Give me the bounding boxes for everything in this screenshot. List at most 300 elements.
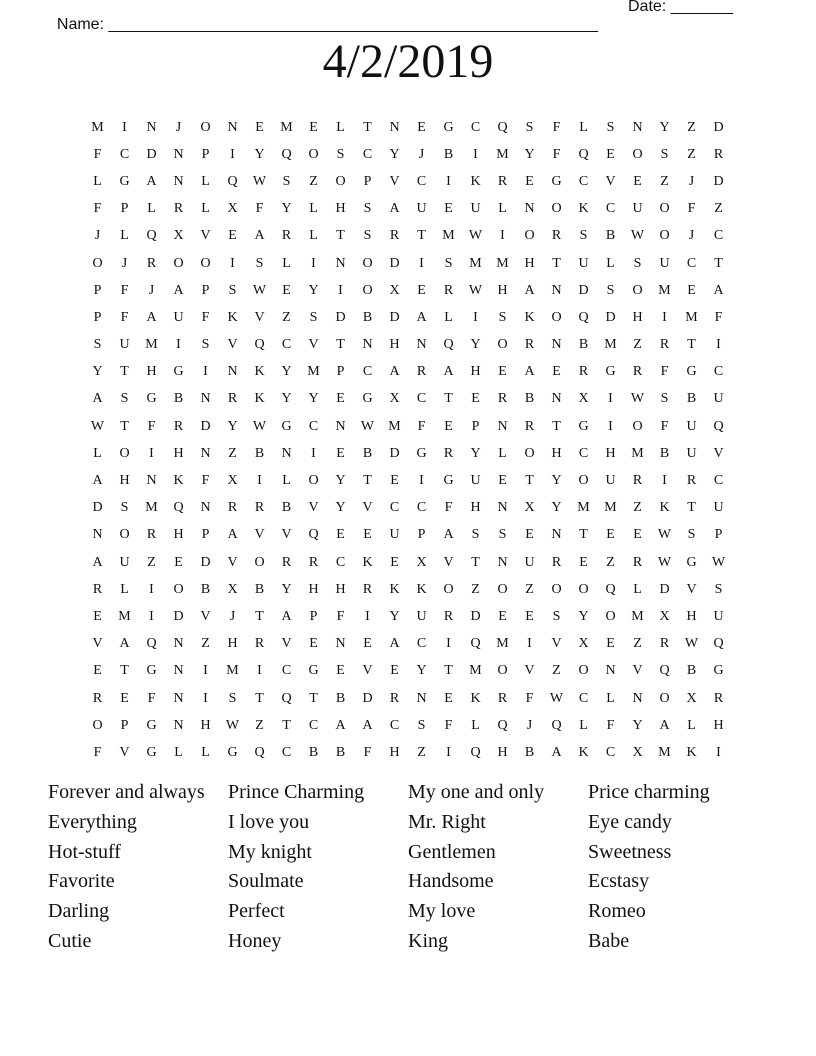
grid-letter: I (311, 255, 316, 271)
grid-letter: I (203, 690, 208, 706)
grid-letter: M (496, 146, 509, 162)
grid-letter: P (201, 282, 210, 298)
grid-letter: N (335, 418, 346, 434)
grid-letter: B (308, 744, 319, 760)
grid-letter: E (525, 527, 534, 543)
grid-letter: I (473, 309, 478, 325)
grid-letter: W (252, 173, 267, 189)
grid-letter: V (200, 608, 211, 624)
grid-letter: Y (416, 663, 427, 679)
grid-letter: J (148, 282, 155, 298)
grid-letter: A (92, 473, 103, 489)
grid-letter: R (632, 554, 643, 570)
grid-letter: X (524, 500, 535, 516)
grid-letter: B (605, 228, 616, 244)
grid-letter: R (92, 690, 103, 706)
grid-letter: M (388, 418, 401, 434)
grid-letter: E (525, 608, 534, 624)
grid-letter: I (446, 744, 451, 760)
word-list-item: My love (408, 900, 476, 923)
grid-letter: F (120, 309, 129, 325)
grid-letter: Z (255, 717, 264, 733)
grid-letter: T (336, 337, 345, 353)
grid-letter: G (146, 663, 157, 679)
grid-letter: I (230, 255, 235, 271)
grid-letter: G (443, 473, 454, 489)
grid-letter: L (309, 201, 318, 217)
grid-letter: S (498, 527, 507, 543)
grid-letter: I (311, 445, 316, 461)
grid-letter: O (119, 527, 130, 543)
grid-letter: P (201, 146, 210, 162)
date-field-label: Date: _______ (628, 0, 733, 15)
grid-row (84, 413, 732, 440)
grid-letter: H (146, 364, 157, 380)
word-list-item: Handsome (408, 870, 494, 893)
grid-letter: L (579, 717, 588, 733)
grid-letter: N (146, 473, 157, 489)
grid-letter: G (227, 744, 238, 760)
grid-letter: I (716, 337, 721, 353)
grid-letter: C (389, 717, 400, 733)
grid-letter: I (608, 391, 613, 407)
grid-letter: K (578, 201, 589, 217)
grid-letter: Z (228, 445, 237, 461)
grid-letter: S (363, 201, 372, 217)
grid-row (84, 223, 732, 250)
grid-letter: Z (309, 173, 318, 189)
grid-letter: T (525, 473, 534, 489)
grid-row (84, 196, 732, 223)
grid-letter: E (336, 527, 345, 543)
grid-letter: I (149, 445, 154, 461)
grid-letter: L (606, 255, 615, 271)
grid-letter: T (444, 663, 453, 679)
grid-letter: E (498, 364, 507, 380)
name-field-label: Name: _______________________________________________________ (56, 16, 598, 33)
grid-letter: I (527, 636, 532, 652)
grid-letter: Q (605, 581, 616, 597)
grid-letter: I (419, 473, 424, 489)
grid-letter: X (227, 201, 238, 217)
grid-letter: E (390, 473, 399, 489)
grid-letter: B (200, 581, 211, 597)
grid-row (84, 141, 732, 168)
grid-letter: K (470, 173, 481, 189)
grid-letter: C (605, 744, 616, 760)
grid-letter: R (524, 337, 535, 353)
grid-letter: G (686, 364, 697, 380)
grid-letter: W (225, 717, 240, 733)
grid-letter: D (389, 445, 400, 461)
grid-letter: T (363, 473, 372, 489)
grid-letter: R (659, 337, 670, 353)
grid-letter: E (687, 282, 696, 298)
grid-letter: X (227, 473, 238, 489)
grid-letter: Y (389, 146, 400, 162)
grid-letter: E (336, 663, 345, 679)
grid-letter: V (254, 309, 265, 325)
grid-letter: Y (92, 364, 103, 380)
grid-letter: C (470, 119, 481, 135)
grid-letter: H (335, 201, 346, 217)
grid-letter: E (228, 228, 237, 244)
grid-letter: H (173, 527, 184, 543)
grid-letter: Y (551, 500, 562, 516)
grid-letter: E (444, 201, 453, 217)
grid-letter: C (362, 364, 373, 380)
grid-letter: F (606, 717, 615, 733)
grid-letter: Q (578, 309, 589, 325)
grid-row (84, 495, 732, 522)
grid-letter: E (282, 282, 291, 298)
grid-letter: G (686, 554, 697, 570)
grid-letter: H (524, 255, 535, 271)
grid-letter: O (578, 581, 589, 597)
grid-letter: K (416, 581, 427, 597)
grid-letter: K (686, 744, 697, 760)
grid-letter: P (93, 282, 102, 298)
grid-letter: E (606, 146, 615, 162)
grid-letter: A (146, 309, 157, 325)
grid-letter: V (443, 554, 454, 570)
grid-letter: R (551, 228, 562, 244)
grid-letter: N (605, 663, 616, 679)
grid-letter: F (552, 119, 561, 135)
grid-letter: I (338, 282, 343, 298)
grid-letter: T (714, 255, 723, 271)
grid-row (84, 685, 732, 712)
grid-letter: I (176, 337, 181, 353)
grid-letter: Q (713, 636, 724, 652)
grid-letter: H (551, 445, 562, 461)
grid-letter: O (200, 119, 211, 135)
grid-letter: W (711, 554, 726, 570)
grid-letter: C (416, 500, 427, 516)
grid-letter: C (281, 337, 292, 353)
grid-letter: O (632, 282, 643, 298)
grid-letter: I (149, 581, 154, 597)
grid-letter: C (713, 228, 724, 244)
grid-letter: Q (254, 744, 265, 760)
grid-letter: H (605, 445, 616, 461)
grid-letter: K (254, 364, 265, 380)
grid-letter: J (175, 119, 182, 135)
grid-letter: L (336, 119, 345, 135)
grid-letter: W (468, 228, 483, 244)
grid-letter: B (281, 500, 292, 516)
grid-letter: I (122, 119, 127, 135)
grid-letter: N (524, 201, 535, 217)
grid-letter: Y (281, 391, 292, 407)
grid-letter: R (254, 636, 265, 652)
grid-letter: J (526, 717, 533, 733)
grid-letter: M (91, 119, 104, 135)
word-list-item: My one and only (408, 781, 545, 803)
grid-letter: Y (335, 473, 346, 489)
grid-letter: U (416, 608, 427, 624)
grid-letter: S (444, 255, 453, 271)
grid-letter: I (446, 173, 451, 189)
grid-letter: B (659, 445, 670, 461)
grid-letter: V (686, 581, 697, 597)
grid-letter: N (173, 690, 184, 706)
grid-row (84, 631, 732, 658)
grid-letter: N (632, 690, 643, 706)
grid-letter: L (579, 119, 588, 135)
grid-letter: K (362, 554, 373, 570)
word-list-item: I love you (228, 810, 310, 833)
grid-letter: M (307, 364, 320, 380)
grid-letter: X (389, 391, 400, 407)
grid-letter: P (417, 527, 426, 543)
grid-letter: C (416, 391, 427, 407)
grid-letter: B (254, 445, 265, 461)
grid-letter: T (255, 690, 264, 706)
grid-letter: E (606, 636, 615, 652)
word-list-item: Romeo (588, 900, 646, 923)
grid-letter: L (282, 473, 291, 489)
grid-letter: L (633, 581, 642, 597)
grid-letter: S (714, 581, 723, 597)
grid-letter: C (335, 554, 346, 570)
grid-letter: Y (227, 418, 238, 434)
grid-letter: F (201, 473, 210, 489)
grid-letter: A (254, 228, 265, 244)
grid-letter: L (93, 445, 102, 461)
grid-letter: A (335, 717, 346, 733)
grid-letter: V (254, 527, 265, 543)
grid-letter: J (229, 608, 236, 624)
grid-letter: R (443, 445, 454, 461)
grid-letter: W (684, 636, 699, 652)
grid-row (84, 576, 732, 603)
grid-letter: Z (201, 636, 210, 652)
grid-letter: O (632, 418, 643, 434)
grid-letter: E (309, 636, 318, 652)
grid-row (84, 386, 732, 413)
grid-row (84, 359, 732, 386)
grid-letter: L (120, 581, 129, 597)
grid-letter: E (498, 473, 507, 489)
grid-letter: X (578, 636, 589, 652)
grid-letter: X (659, 608, 670, 624)
grid-letter: F (336, 608, 345, 624)
grid-letter: A (362, 717, 373, 733)
grid-letter: B (686, 663, 697, 679)
word-list-item: Favorite (48, 870, 115, 893)
grid-row (84, 603, 732, 630)
grid-letter: G (362, 391, 373, 407)
grid-letter: O (254, 554, 265, 570)
word-list-item: Sweetness (588, 840, 672, 863)
word-list-item: Babe (588, 929, 630, 952)
grid-letter: D (335, 309, 346, 325)
grid-row (84, 304, 732, 331)
grid-letter: O (578, 473, 589, 489)
grid-letter: H (173, 445, 184, 461)
grid-letter: R (632, 473, 643, 489)
grid-row (84, 250, 732, 277)
grid-letter: W (468, 282, 483, 298)
grid-letter: B (686, 391, 697, 407)
grid-letter: Q (551, 717, 562, 733)
grid-row (84, 739, 732, 766)
grid-letter: M (496, 636, 509, 652)
grid-letter: O (335, 173, 346, 189)
grid-letter: R (254, 500, 265, 516)
grid-letter: O (578, 663, 589, 679)
grid-letter: E (93, 608, 102, 624)
grid-letter: D (659, 581, 670, 597)
grid-letter: Y (389, 608, 400, 624)
grid-letter: B (362, 445, 373, 461)
grid-letter: A (416, 309, 427, 325)
grid-letter: G (173, 364, 184, 380)
grid-letter: M (226, 663, 239, 679)
grid-letter: R (389, 690, 400, 706)
grid-letter: W (90, 418, 105, 434)
grid-letter: Q (146, 228, 157, 244)
grid-letter: E (579, 554, 588, 570)
grid-letter: S (255, 255, 264, 271)
grid-letter: R (227, 500, 238, 516)
grid-letter: P (336, 364, 345, 380)
grid-letter: Z (525, 581, 534, 597)
grid-letter: Y (470, 445, 481, 461)
grid-letter: Q (146, 636, 157, 652)
grid-letter: F (660, 418, 669, 434)
grid-letter: D (713, 173, 724, 189)
grid-letter: N (200, 500, 211, 516)
grid-letter: S (660, 146, 669, 162)
grid-letter: N (200, 391, 211, 407)
grid-letter: J (688, 228, 695, 244)
grid-letter: D (146, 146, 157, 162)
grid-letter: L (444, 309, 453, 325)
grid-letter: S (660, 391, 669, 407)
grid-letter: Q (443, 337, 454, 353)
grid-letter: Z (633, 636, 642, 652)
grid-letter: E (174, 554, 183, 570)
grid-letter: X (389, 282, 400, 298)
grid-letter: Y (308, 391, 319, 407)
grid-letter: W (630, 391, 645, 407)
grid-letter: E (633, 527, 642, 543)
grid-letter: S (552, 608, 561, 624)
grid-letter: Y (254, 146, 265, 162)
grid-letter: L (201, 201, 210, 217)
grid-letter: L (174, 744, 183, 760)
grid-letter: F (93, 146, 102, 162)
grid-letter: O (497, 663, 508, 679)
grid-letter: O (362, 255, 373, 271)
grid-letter: U (713, 608, 724, 624)
word-list-item: Perfect (228, 900, 285, 923)
grid-row (84, 658, 732, 685)
grid-letter: L (201, 744, 210, 760)
grid-letter: U (713, 500, 724, 516)
grid-letter: F (363, 744, 372, 760)
grid-letter: A (524, 282, 535, 298)
word-list-item: King (408, 929, 448, 952)
grid-letter: I (608, 418, 613, 434)
grid-letter: N (173, 146, 184, 162)
grid-letter: G (146, 717, 157, 733)
grid-letter: O (497, 337, 508, 353)
grid-letter: H (389, 744, 400, 760)
grid-letter: U (686, 445, 697, 461)
grid-letter: F (120, 282, 129, 298)
grid-letter: S (309, 309, 318, 325)
grid-letter: G (119, 173, 130, 189)
grid-letter: U (389, 527, 400, 543)
grid-letter: Y (470, 337, 481, 353)
grid-letter: O (362, 282, 373, 298)
grid-letter: A (119, 636, 130, 652)
grid-letter: S (201, 337, 210, 353)
grid-letter: E (444, 418, 453, 434)
grid-letter: F (255, 201, 264, 217)
grid-letter: R (497, 391, 508, 407)
grid-letter: S (606, 119, 615, 135)
grid-letter: I (662, 473, 667, 489)
grid-letter: K (470, 690, 481, 706)
grid-letter: F (552, 146, 561, 162)
grid-letter: V (92, 636, 103, 652)
grid-letter: E (363, 527, 372, 543)
grid-letter: O (200, 255, 211, 271)
grid-letter: M (685, 309, 698, 325)
grid-letter: S (471, 527, 480, 543)
grid-letter: H (200, 717, 211, 733)
grid-letter: R (659, 636, 670, 652)
grid-letter: E (525, 173, 534, 189)
grid-letter: M (631, 445, 644, 461)
grid-letter: V (389, 173, 400, 189)
grid-letter: S (282, 173, 291, 189)
grid-letter: D (92, 500, 103, 516)
grid-letter: C (308, 418, 319, 434)
grid-letter: X (632, 744, 643, 760)
grid-letter: G (281, 418, 292, 434)
grid-letter: V (119, 744, 130, 760)
grid-letter: C (578, 445, 589, 461)
word-list-item: Cutie (48, 929, 92, 952)
grid-letter: Q (497, 119, 508, 135)
grid-letter: A (713, 282, 724, 298)
grid-letter: E (498, 608, 507, 624)
grid-letter: H (497, 744, 508, 760)
grid-letter: R (632, 364, 643, 380)
grid-letter: O (551, 201, 562, 217)
grid-letter: T (552, 418, 561, 434)
grid-letter: Z (282, 309, 291, 325)
grid-letter: D (173, 608, 184, 624)
grid-letter: D (389, 309, 400, 325)
grid-letter: I (257, 473, 262, 489)
grid-letter: W (630, 228, 645, 244)
grid-letter: Y (659, 119, 670, 135)
grid-letter: N (551, 337, 562, 353)
grid-letter: Z (687, 119, 696, 135)
grid-letter: R (92, 581, 103, 597)
word-list-item: Darling (48, 900, 110, 923)
grid-letter: K (227, 309, 238, 325)
grid-letter: S (498, 309, 507, 325)
grid-letter: X (578, 391, 589, 407)
grid-letter: M (658, 282, 671, 298)
